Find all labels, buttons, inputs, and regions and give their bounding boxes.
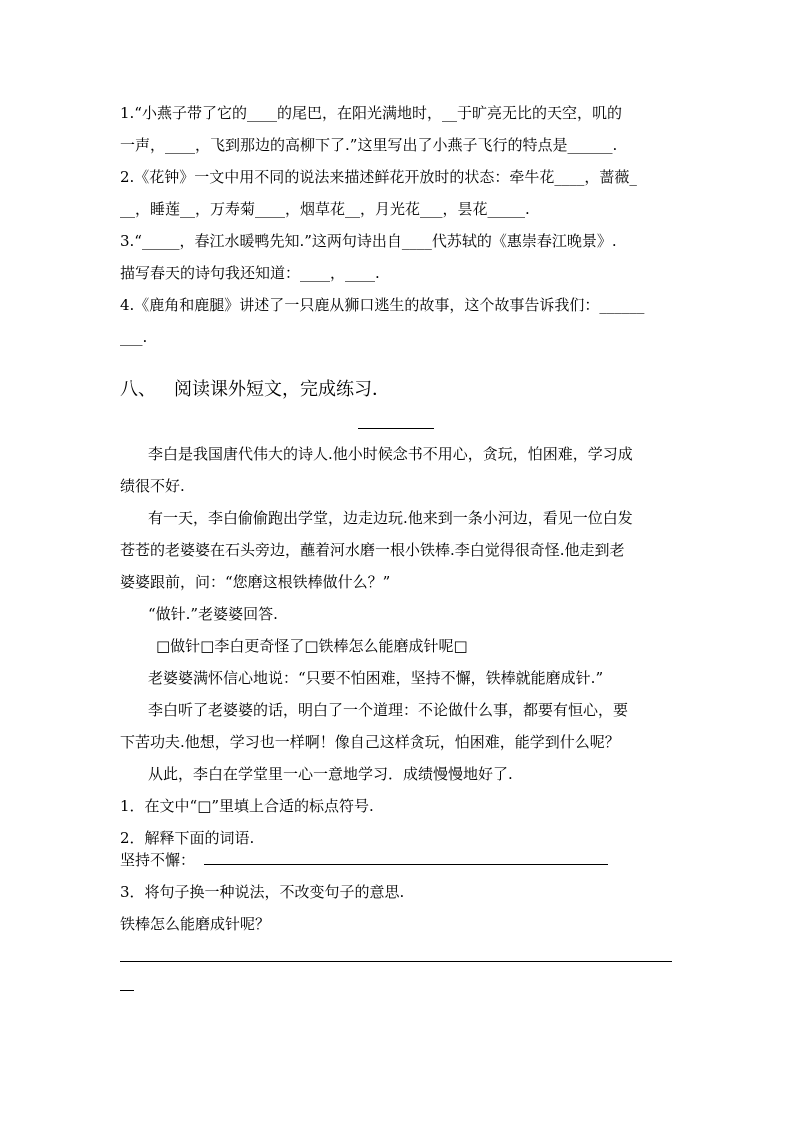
question-3-sentence: 铁棒怎么能磨成针呢？ [120, 915, 271, 933]
passage-line: 婆婆跟前，问：“您磨这根铁棒做什么？” [120, 573, 391, 591]
answer-blank-q2[interactable] [204, 864, 608, 865]
section-title: 阅读课外短文，完成练习． [174, 379, 390, 400]
question-2-term: 坚持不懈： [120, 851, 196, 869]
passage-line: 有一天，李白偷偷跑出学堂，边走边玩.他来到一条小河边，看见一位白发 [148, 509, 633, 527]
passage-line: 苍苍的老婆婆在石头旁边，蘸着河水磨一根小铁棒.李白觉得很奇怪.他走到老 [120, 541, 625, 559]
passage-line-punctuation: □做针□李白更奇怪了□铁棒怎么能磨成针呢□ [156, 637, 468, 655]
passage-line: 绩很不好. [120, 477, 185, 495]
fill-in-line-6: 描写春天的诗句我还知道：____，____. [120, 264, 380, 282]
passage-line: 李白是我国唐代伟大的诗人.他小时候念书不用心，贪玩，怕困难，学习成 [148, 445, 633, 463]
passage-line: 下苦功夫.他想，学习也一样啊！像自己这样贪玩，怕困难，能学到什么呢？ [120, 733, 620, 751]
answer-line-q3[interactable] [120, 961, 672, 962]
fill-in-line-5: 3.“_____，春江水暖鸭先知.”这两句诗出自____代苏轼的《惠崇春江晚景》. [120, 232, 617, 250]
passage-line: 老婆婆满怀信心地说：“只要不怕困难，坚持不懈，铁棒就能磨成针.” [148, 669, 604, 687]
section-number: 八、 [120, 379, 156, 400]
fill-in-line-8: ___. [120, 328, 148, 346]
question-2: 2．解释下面的词语. [120, 829, 255, 847]
question-3: 3．将句子换一种说法，不改变句子的意思. [120, 883, 405, 901]
fill-in-line-4: __，睡莲__，万寿菊____，烟草花__，月光花___，昙花_____. [120, 200, 530, 218]
passage-line: “做针.”老婆婆回答. [148, 605, 278, 623]
answer-line-q3-tail [120, 990, 134, 991]
section-heading [120, 378, 390, 402]
fill-in-line-3: 2.《花钟》一文中用不同的说法来描述鲜花开放时的状态：牵牛花____，蔷薇_ [120, 168, 637, 186]
passage-line: 李白听了老婆婆的话，明白了一个道理：不论做什么事，都要有恒心，要 [148, 701, 629, 719]
fill-in-line-7: 4.《鹿角和鹿腿》讲述了一只鹿从狮口逃生的故事，这个故事告诉我们：______ [120, 296, 645, 314]
question-1: 1．在文中“□”里填上合适的标点符号. [120, 797, 374, 815]
fill-in-line-1: 1.“小燕子带了它的____的尾巴，在阳光满地时，__于旷亮无比的天空，叽的 [120, 104, 622, 122]
fill-in-line-2: 一声，____，飞到那边的高柳下了.”这里写出了小燕子飞行的特点是______. [120, 136, 618, 154]
passage-line: 从此，李白在学堂里一心一意地学习．成绩慢慢地好了. [148, 765, 513, 783]
passage-title-blank [358, 428, 434, 429]
